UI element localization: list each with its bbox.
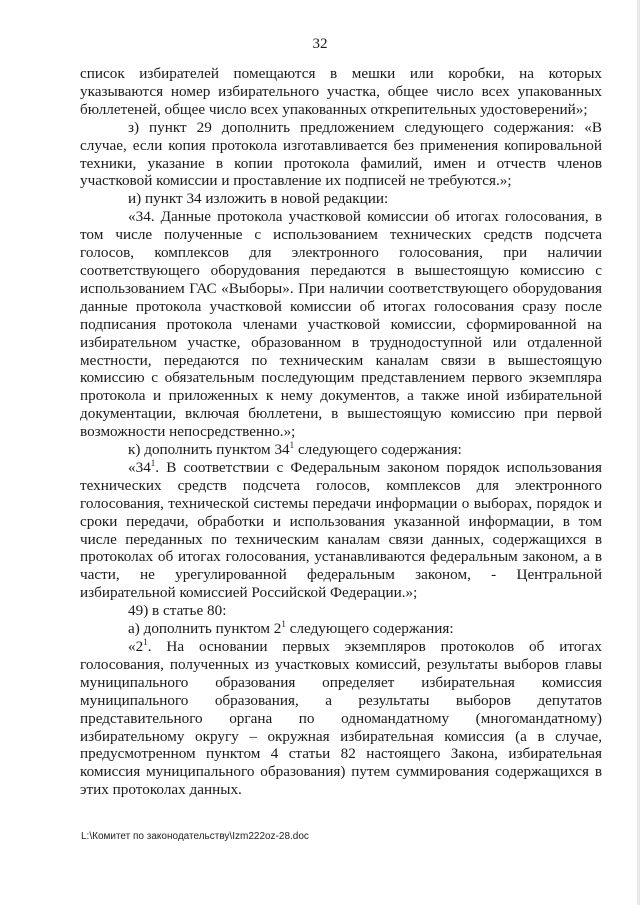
- paragraph-point-2-1: [80, 638, 602, 799]
- paragraph-amendment-i: и) пункт 34 изложить в новой редакции:: [128, 190, 389, 208]
- point-34-1-number: «34: [128, 458, 151, 476]
- amendment-k-rest: следующего содержания:: [294, 441, 462, 459]
- amendment-k-superscript: 1: [289, 440, 295, 451]
- paragraph-point-34: «34. Данные протокола участковой комиссии об итогах голосования, в том числе полученные с использованием технических средств подсчета голосов, комплексов для электронного голосования, при наличии соответствующего оборудования передаются в вышестоящую комиссию с использованием ГАС «Выборы». При наличии соответствующего оборудования данные протокола участковой комиссии об итогах голосования сразу после подписания протокола членами участковой комиссии, сформированной на избирательном участке, образованном в труднодоступной или отдаленной местности, передаются по техническим каналам связи в вышестоящую комиссию с обязательным последующим представлением первого экземпляра протокола и приложенных к нему документов, а также иной избирательной документации, включая бюллетени, в вышестоящую комиссию при первой возможности непосредственно.»;: [80, 208, 602, 441]
- paragraph-continuation: список избирателей помещаются в мешки или коробки, на которых указываются номер избирательного участка, общее число всех упакованных бюллетеней, общее число всех упакованных открепительных удостоверений»;: [80, 65, 602, 118]
- paragraph-article-80: 49) в статье 80:: [128, 602, 227, 620]
- amendment-k-text: к) дополнить пунктом 34: [128, 441, 290, 459]
- point-34-1-text: . В соответствии с Федеральным законом порядок использования технических средств подсчета голосов, комплексов для электронного голосования, технической системы передачи информации о выборах, порядок и сроки передачи, обработки и использования указанной информации, в том числе переданных по техническим каналам связи данных, содержащихся в протоколах об итогах голосования, устанавливаются федеральным законом, а в части, не урегулированной федеральным законом, - Центральной избирательной комиссией Российской Федерации.»;: [80, 458, 602, 602]
- page-number: 32: [312, 36, 328, 52]
- paragraph-amendment-a: [80, 620, 602, 638]
- paragraph-amendment-k: [80, 441, 602, 459]
- paragraph-point-34-1: [80, 459, 602, 602]
- amendment-a-rest: следующего содержания:: [285, 620, 454, 638]
- footer-file-path: L:\Комитет по законодательству\Izm222oz-28.doc: [81, 831, 309, 842]
- point-2-1-superscript: 1: [143, 637, 148, 647]
- amendment-a-text: а) дополнить пунктом 2: [128, 620, 282, 638]
- amendment-a-superscript: 1: [281, 619, 286, 630]
- point-34-1-superscript: 1: [150, 457, 156, 468]
- document-body: [80, 65, 602, 799]
- paragraph-amendment-z: з) пункт 29 дополнить предложением следующего содержания: «В случае, если копия протокола изготавливается без применения копировальной техники, указание в копии протокола фамилий, имен и отчеств членов участковой комиссии и проставление их подписей не требуются.»;: [80, 118, 602, 190]
- point-2-1-number: «2: [128, 638, 144, 655]
- point-2-1-text: . На основании первых экземпляров протоколов об итогах голосования, полученных из участковых комиссий, результаты выборов главы муниципального образования определяет избирательная комиссия муниципального образования, а результаты выборов депутатов представительного органа по одномандатному (многомандатному) избирательному округу – окружная избирательная комиссия (а в случае, предусмотренном пунктом 4 статьи 82 настоящего Закона, избирательная комиссия муниципального образования) путем суммирования содержащихся в этих протоколах данных.: [80, 638, 602, 799]
